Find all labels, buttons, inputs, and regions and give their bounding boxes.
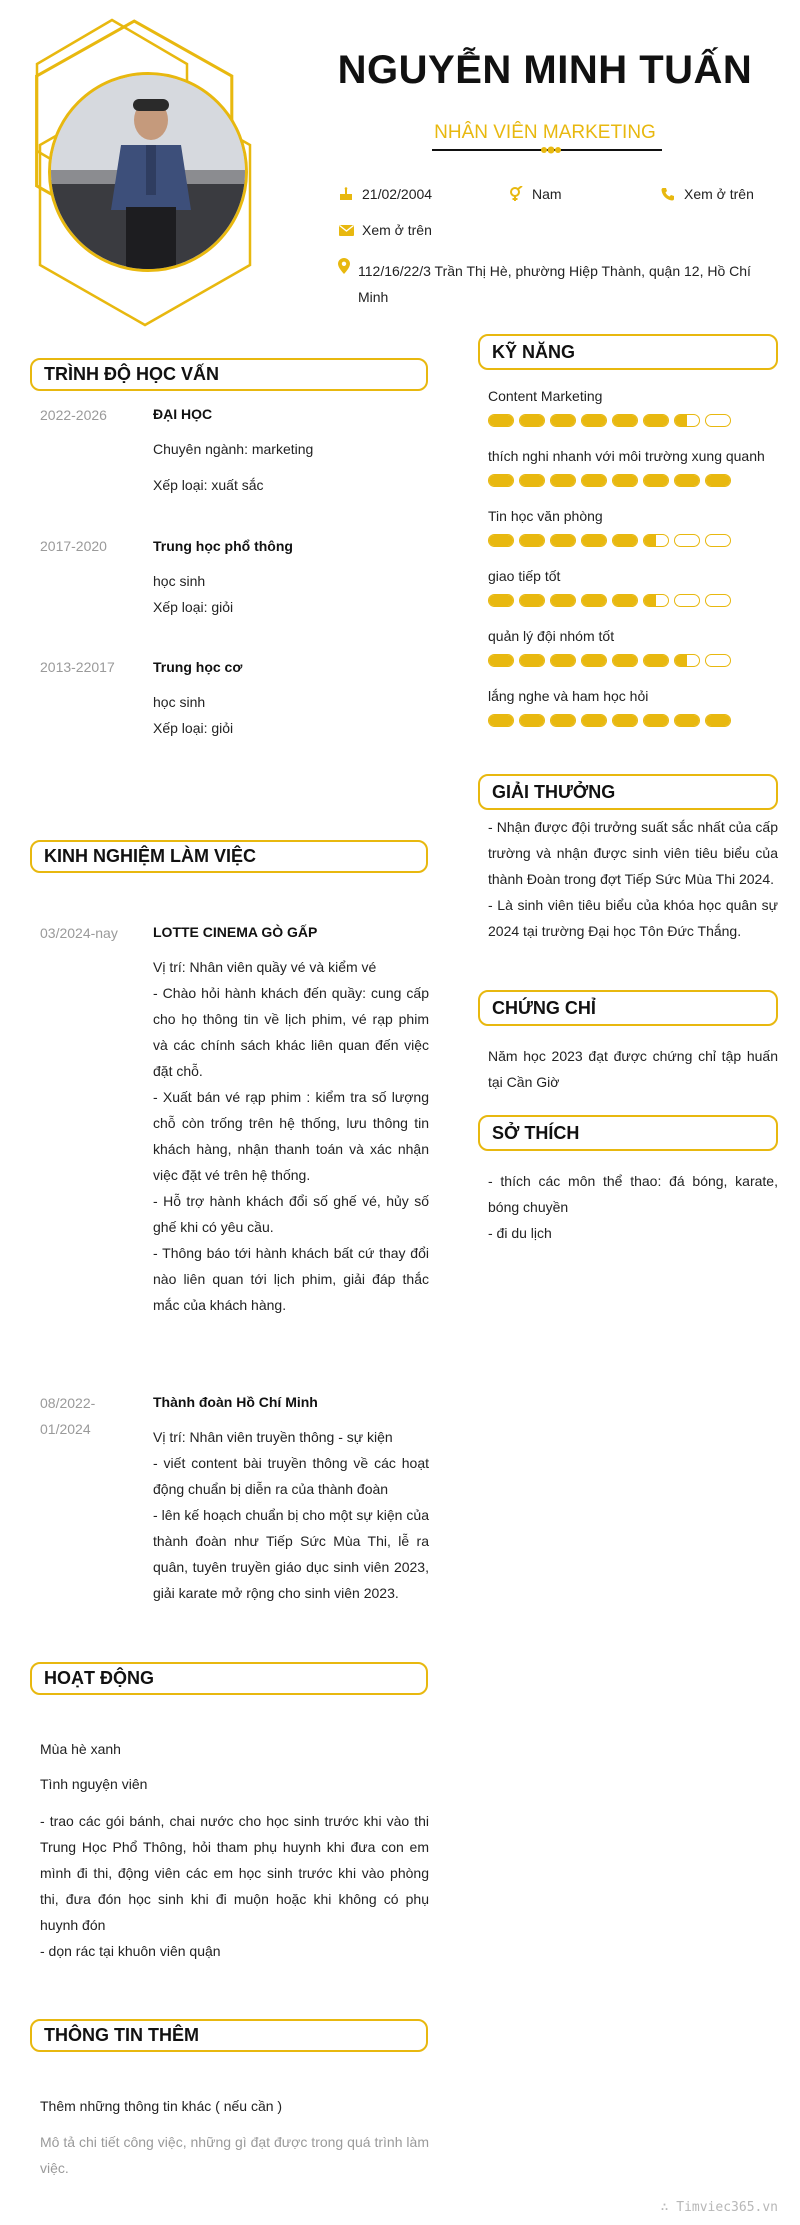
skill-level-segment xyxy=(705,534,731,547)
skill-level-segment xyxy=(550,534,576,547)
skill-level-segment xyxy=(550,714,576,727)
education-school: Trung học phổ thông xyxy=(153,538,293,554)
skill-level-bar xyxy=(488,474,765,487)
experience-company: LOTTE CINEMA GÒ GẤP xyxy=(153,924,318,940)
skill-level-segment xyxy=(705,654,731,667)
hobby-item: - đi du lịch xyxy=(488,1225,552,1241)
birthday-value: 21/02/2004 xyxy=(362,186,433,202)
skill-level-segment xyxy=(581,594,607,607)
gender-row xyxy=(508,186,562,202)
job-title: NHÂN VIÊN MARKETING xyxy=(434,122,656,143)
experience-bullet: - Thông báo tới hành khách bất cứ thay đổi nào liên quan tới lịch phim, giải đáp thắc mắc của khách hàng. xyxy=(153,1245,429,1313)
avatar xyxy=(48,72,248,272)
skill-level-bar xyxy=(488,714,731,727)
skill-level-segment xyxy=(705,414,731,427)
phone-row xyxy=(660,186,754,202)
skills-section-title: KỸ NĂNG xyxy=(478,334,778,370)
phone-icon xyxy=(660,187,676,201)
skill-level-segment xyxy=(643,534,669,547)
activities-section-title: HOẠT ĐỘNG xyxy=(30,1662,428,1695)
skill-level-segment xyxy=(550,414,576,427)
skill-level-segment xyxy=(705,474,731,487)
skill-name: Tin học văn phòng xyxy=(488,508,603,524)
skill-level-segment xyxy=(519,474,545,487)
skill-row xyxy=(488,628,731,667)
awards-section-title: GIẢI THƯỞNG xyxy=(478,774,778,810)
experience-position: Vị trí: Nhân viên quầy vé và kiểm vé xyxy=(153,959,377,975)
gender-value: Nam xyxy=(532,186,562,202)
skill-level-segment xyxy=(581,714,607,727)
email-row xyxy=(338,222,432,238)
experience-bullet: - lên kế hoạch chuẩn bị cho một sự kiện của thành đoàn như Tiếp Sức Mùa Thi, lễ ra quân, tuyên truyền giáo dục sinh viên 2023, giải karate mở rộng cho sinh viên 2023. xyxy=(153,1507,429,1601)
skill-name: thích nghi nhanh với môi trường xung quanh xyxy=(488,448,765,464)
skill-level-segment xyxy=(612,714,638,727)
extra-info-line: Thêm những thông tin khác ( nếu cần ) xyxy=(40,2098,283,2114)
skill-level-segment xyxy=(674,414,700,427)
skill-level-segment xyxy=(488,534,514,547)
skill-level-segment xyxy=(612,534,638,547)
experience-bullet: - Hỗ trợ hành khách đổi số ghế vé, hủy số ghế khi có yêu cầu. xyxy=(153,1193,429,1235)
education-detail: học sinh xyxy=(153,573,206,589)
skill-level-segment xyxy=(550,594,576,607)
activity-description: - dọn rác tại khuôn viên quận xyxy=(40,1943,221,1959)
watermark-text: Timviec365.vn xyxy=(676,2200,778,2215)
experience-bullet: - Xuất bán vé rạp phim : kiểm tra số lượng chỗ còn trống trên hệ thống, lưu thông tin khách hàng, nhận thanh toán và xác nhận việc đặt vé trên hệ thống. xyxy=(153,1089,429,1183)
skill-row xyxy=(488,688,731,727)
skill-level-bar xyxy=(488,594,731,607)
education-date: 2013-22017 xyxy=(40,659,115,675)
skill-level-segment xyxy=(581,654,607,667)
birthday-row xyxy=(338,186,432,202)
skill-level-segment xyxy=(643,714,669,727)
extra-info-hint: Mô tả chi tiết công việc, những gì đạt được trong quá trình làm việc. xyxy=(40,2134,429,2176)
activity-description: - trao các gói bánh, chai nước cho học sinh trước khi vào thi Trung Học Phổ Thông, hỏi tham phụ huynh khi đưa con em mình đi thi, động viên các em học sinh trước khi vào phòng thi, đưa đón học sinh khi đi muộn hoặc khi không có phụ huynh đón xyxy=(40,1813,429,1933)
education-school: ĐẠI HỌC xyxy=(153,406,213,422)
activity-role: Tình nguyện viên xyxy=(40,1776,148,1792)
hobby-item: - thích các môn thể thao: đá bóng, karate, bóng chuyền xyxy=(488,1173,778,1215)
education-detail: Xếp loại: giỏi xyxy=(153,599,234,615)
skill-level-segment xyxy=(581,474,607,487)
education-school: Trung học cơ xyxy=(153,659,243,675)
education-date: 2017-2020 xyxy=(40,538,107,554)
skill-level-segment xyxy=(705,714,731,727)
skill-level-segment xyxy=(643,594,669,607)
hobbies-section-title: SỞ THÍCH xyxy=(478,1115,778,1151)
skill-level-segment xyxy=(674,654,700,667)
experience-date: 08/2022-01/2024 xyxy=(40,1395,96,1437)
skill-level-bar xyxy=(488,654,731,667)
skill-name: lắng nghe và ham học hỏi xyxy=(488,688,649,704)
skill-level-segment xyxy=(488,414,514,427)
education-detail: Xếp loại: xuất sắc xyxy=(153,477,264,493)
award-item: - Nhận được đội trưởng suất sắc nhất của cấp trường và nhận được sinh viên tiêu biểu của thành Đoàn trong đợt Tiếp Sức Mùa Thi 2024. xyxy=(488,819,778,887)
certificate-item: Năm học 2023 đạt được chứng chỉ tập huấn tại Cần Giờ xyxy=(488,1048,778,1090)
mail-icon xyxy=(338,225,354,236)
skill-name: giao tiếp tốt xyxy=(488,568,561,584)
cake-icon xyxy=(338,187,354,201)
education-detail: Chuyên ngành: marketing xyxy=(153,441,314,457)
skill-level-segment xyxy=(488,654,514,667)
education-detail: học sinh xyxy=(153,694,206,710)
experience-position: Vị trí: Nhân viên truyền thông - sự kiện xyxy=(153,1429,393,1445)
skill-level-segment xyxy=(643,414,669,427)
skill-level-segment xyxy=(581,414,607,427)
skill-row xyxy=(488,448,765,487)
award-item: - Là sinh viên tiêu biểu của khóa học quân sự 2024 tại trường Đại học Tôn Đức Thắng. xyxy=(488,897,778,939)
skill-level-segment xyxy=(519,654,545,667)
skill-level-segment xyxy=(488,474,514,487)
skill-level-bar xyxy=(488,534,731,547)
experience-bullet: - viết content bài truyền thông về các hoạt động chuẩn bị diễn ra của thành đoàn xyxy=(153,1455,429,1497)
email-value: Xem ở trên xyxy=(362,222,432,238)
divider-dots xyxy=(540,144,562,156)
skill-level-segment xyxy=(612,414,638,427)
skill-level-segment xyxy=(612,654,638,667)
skill-level-segment xyxy=(643,654,669,667)
skill-level-segment xyxy=(705,594,731,607)
activity-name: Mùa hè xanh xyxy=(40,1741,121,1757)
experience-date: 03/2024-nay xyxy=(40,925,118,941)
experience-bullet: - Chào hỏi hành khách đến quầy: cung cấp cho họ thông tin về lịch phim, vé rạp phim và các chính sách khác liên quan đến việc đặt chỗ. xyxy=(153,985,429,1079)
certificates-section-title: CHỨNG CHỈ xyxy=(478,990,778,1026)
skill-row xyxy=(488,508,731,547)
skill-row xyxy=(488,568,731,607)
skill-level-segment xyxy=(519,534,545,547)
skill-level-segment xyxy=(643,474,669,487)
skill-level-segment xyxy=(519,714,545,727)
skill-level-bar xyxy=(488,414,731,427)
skill-level-segment xyxy=(674,594,700,607)
gender-icon xyxy=(508,186,524,202)
skill-row xyxy=(488,388,731,427)
education-section-title: TRÌNH ĐỘ HỌC VẤN xyxy=(30,358,428,391)
skill-level-segment xyxy=(674,534,700,547)
skill-level-segment xyxy=(488,594,514,607)
skill-level-segment xyxy=(674,714,700,727)
address-value: 112/16/22/3 Trần Thị Hè, phường Hiệp Thành, quận 12, Hồ Chí Minh xyxy=(358,263,751,305)
skill-level-segment xyxy=(612,594,638,607)
watermark: ∴ Timviec365.vn xyxy=(660,2200,778,2215)
experience-section-title: KINH NGHIỆM LÀM VIỆC xyxy=(30,840,428,873)
skill-name: quản lý đội nhóm tốt xyxy=(488,628,615,644)
extra-info-section-title: THÔNG TIN THÊM xyxy=(30,2019,428,2052)
skill-level-segment xyxy=(488,714,514,727)
phone-value: Xem ở trên xyxy=(684,186,754,202)
skill-level-segment xyxy=(519,414,545,427)
education-date: 2022-2026 xyxy=(40,407,107,423)
skill-level-segment xyxy=(519,594,545,607)
experience-company: Thành đoàn Hồ Chí Minh xyxy=(153,1394,318,1410)
skill-level-segment xyxy=(550,474,576,487)
skill-level-segment xyxy=(612,474,638,487)
skill-name: Content Marketing xyxy=(488,388,603,404)
skill-level-segment xyxy=(674,474,700,487)
location-pin-icon xyxy=(338,258,350,279)
skill-level-segment xyxy=(581,534,607,547)
education-detail: Xếp loại: giỏi xyxy=(153,720,234,736)
skill-level-segment xyxy=(550,654,576,667)
candidate-name: NGUYỄN MINH TUẤN xyxy=(337,48,753,92)
